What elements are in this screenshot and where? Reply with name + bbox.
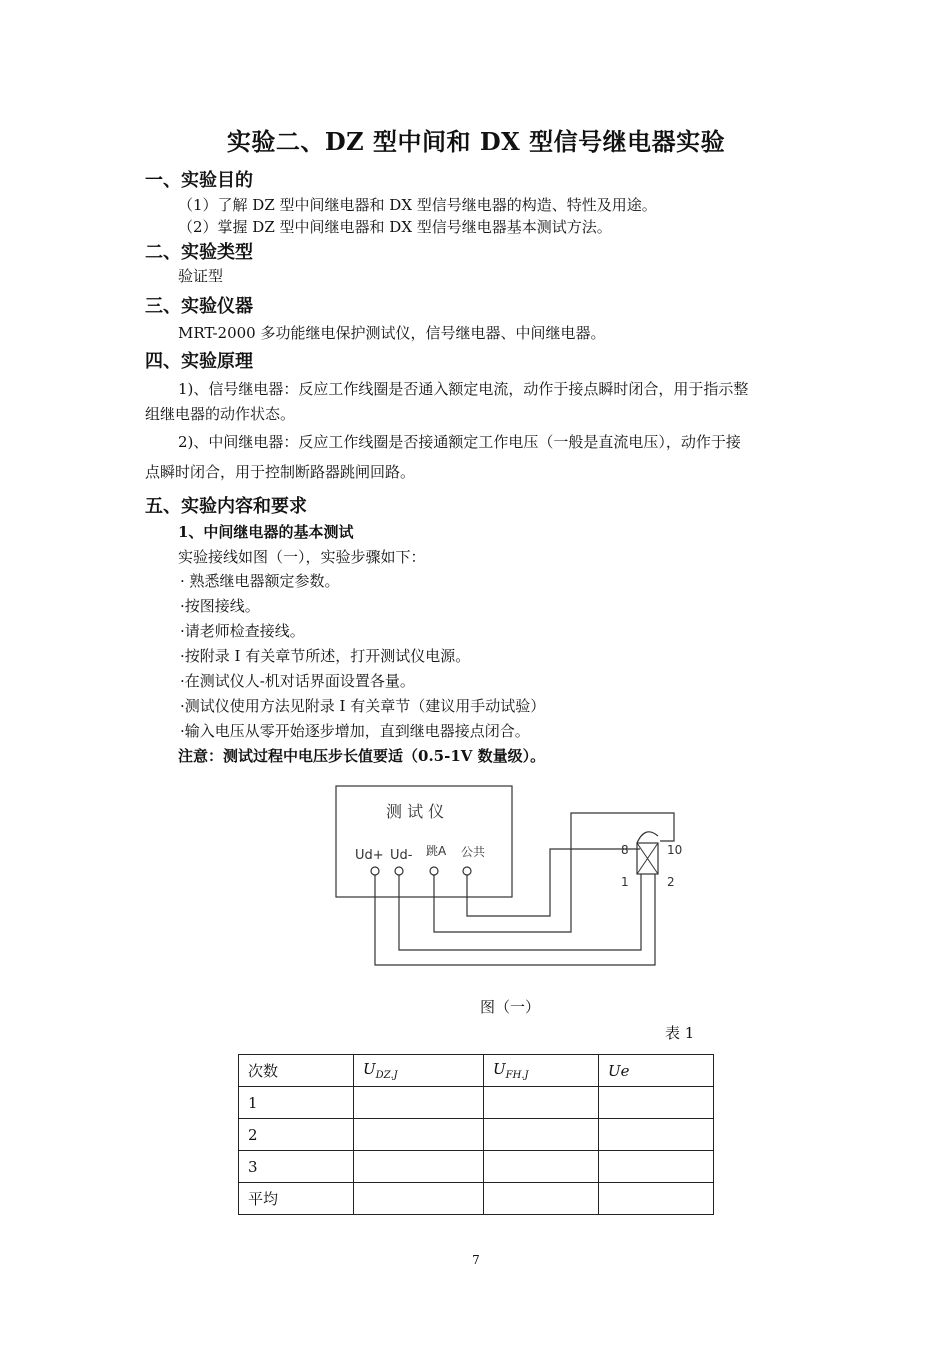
table-header-row: [239, 1055, 714, 1087]
note-text: 注意：测试过程中电压步长值要适（0.5-1V 数量级）。: [178, 747, 546, 765]
principle-para-1-line-1: 1)、信号继电器：反应工作线圈是否通入额定电流，动作于接点瞬时闭合，用于指示整: [178, 380, 749, 398]
relay-coil-cross: [637, 843, 658, 874]
relay-pin-label: 8: [621, 843, 629, 857]
data-table: [238, 1054, 714, 1215]
table-cell: [484, 1151, 599, 1183]
relay-pin-label: 10: [667, 843, 683, 857]
relay-contact-arc: [637, 832, 658, 843]
relay-pin-label: 2: [667, 875, 675, 889]
table-cell: [484, 1119, 599, 1151]
table-cell: [599, 1183, 714, 1215]
wire-ud-plus: [375, 874, 655, 965]
section-heading-principle: 四、实验原理: [145, 351, 253, 372]
table-row: [239, 1119, 714, 1151]
table-cell: [599, 1119, 714, 1151]
tester-label: 测 试 仪: [386, 802, 445, 821]
page-title: 实验二、DZ 型中间和 DX 型信号继电器实验: [226, 127, 726, 156]
page-number: 7: [472, 1253, 480, 1267]
type-text: 验证型: [178, 267, 224, 285]
purpose-item-1: （1）了解 DZ 型中间继电器和 DX 型信号继电器的构造、特性及用途。: [178, 196, 657, 214]
table-cell: [354, 1087, 484, 1119]
table-label: 表 1: [665, 1024, 695, 1042]
wire-common: [467, 849, 640, 916]
steps-intro: 实验接线如图（一），实验步骤如下：: [178, 548, 426, 566]
terminal-label-common: 公共: [461, 845, 486, 859]
table-row: [239, 1183, 714, 1215]
terminal-common: [463, 867, 471, 875]
relay-pin-label: 1: [621, 875, 629, 889]
header-cell-udzj: $U_{DZ.J}$: [354, 1055, 484, 1087]
header-cell-ue: Ue: [599, 1055, 714, 1087]
step-item: · 熟悉继电器额定参数。: [180, 572, 340, 590]
principle-para-2-line-2: 点瞬时闭合，用于控制断路器跳闸回路。: [145, 463, 416, 481]
instruments-text: MRT-2000 多功能继电保护测试仪，信号继电器、中间继电器。: [178, 324, 606, 342]
step-item: ·请老师检查接线。: [180, 622, 305, 640]
step-item: ·按图接线。: [180, 597, 260, 615]
table-cell: [484, 1087, 599, 1119]
terminal-label-trip-a: 跳A: [426, 844, 447, 858]
figure-caption: 图（一）: [480, 998, 541, 1016]
table-cell: [599, 1087, 714, 1119]
table-cell: [599, 1151, 714, 1183]
step-item: ·在测试仪人-机对话界面设置各量。: [180, 672, 415, 690]
table-cell: [354, 1183, 484, 1215]
wires: [375, 813, 674, 965]
section-heading-content: 五、实验内容和要求: [145, 496, 307, 517]
terminal-label-ud-minus: Ud-: [390, 848, 413, 863]
principle-para-1-line-2: 组继电器的动作状态。: [145, 405, 296, 423]
table-cell: [354, 1119, 484, 1151]
row-label: 1: [239, 1087, 354, 1119]
table-cell: [484, 1183, 599, 1215]
terminal-trip-a: [430, 867, 438, 875]
principle-para-2-line-1: 2)、中间继电器：反应工作线圈是否接通额定工作电压（一般是直流电压），动作于接: [178, 433, 741, 451]
header-cell-count: 次数: [239, 1055, 354, 1087]
subsection-heading: 1、中间继电器的基本测试: [178, 523, 354, 541]
table-row: [239, 1087, 714, 1119]
row-label: 平均: [239, 1183, 354, 1215]
table-row: [239, 1151, 714, 1183]
step-item: ·测试仪使用方法见附录 I 有关章节（建议用手动试验）: [180, 697, 546, 715]
section-heading-type: 二、实验类型: [145, 242, 253, 263]
row-label: 3: [239, 1151, 354, 1183]
section-heading-purpose: 一、实验目的: [145, 170, 253, 191]
terminal-ud-minus: [395, 867, 403, 875]
step-item: ·输入电压从零开始逐步增加，直到继电器接点闭合。: [180, 722, 530, 740]
table-cell: [354, 1151, 484, 1183]
section-heading-instruments: 三、实验仪器: [145, 296, 253, 317]
header-cell-ufhj: $U_{FH.J}$: [484, 1055, 599, 1087]
row-label: 2: [239, 1119, 354, 1151]
step-item: ·按附录 I 有关章节所述，打开测试仪电源。: [180, 647, 471, 665]
terminal-ud-plus: [371, 867, 379, 875]
purpose-item-2: （2）掌握 DZ 型中间继电器和 DX 型信号继电器基本测试方法。: [178, 218, 612, 236]
wire-ud-minus: [399, 874, 641, 950]
terminal-label-ud-plus: Ud+: [355, 848, 384, 863]
